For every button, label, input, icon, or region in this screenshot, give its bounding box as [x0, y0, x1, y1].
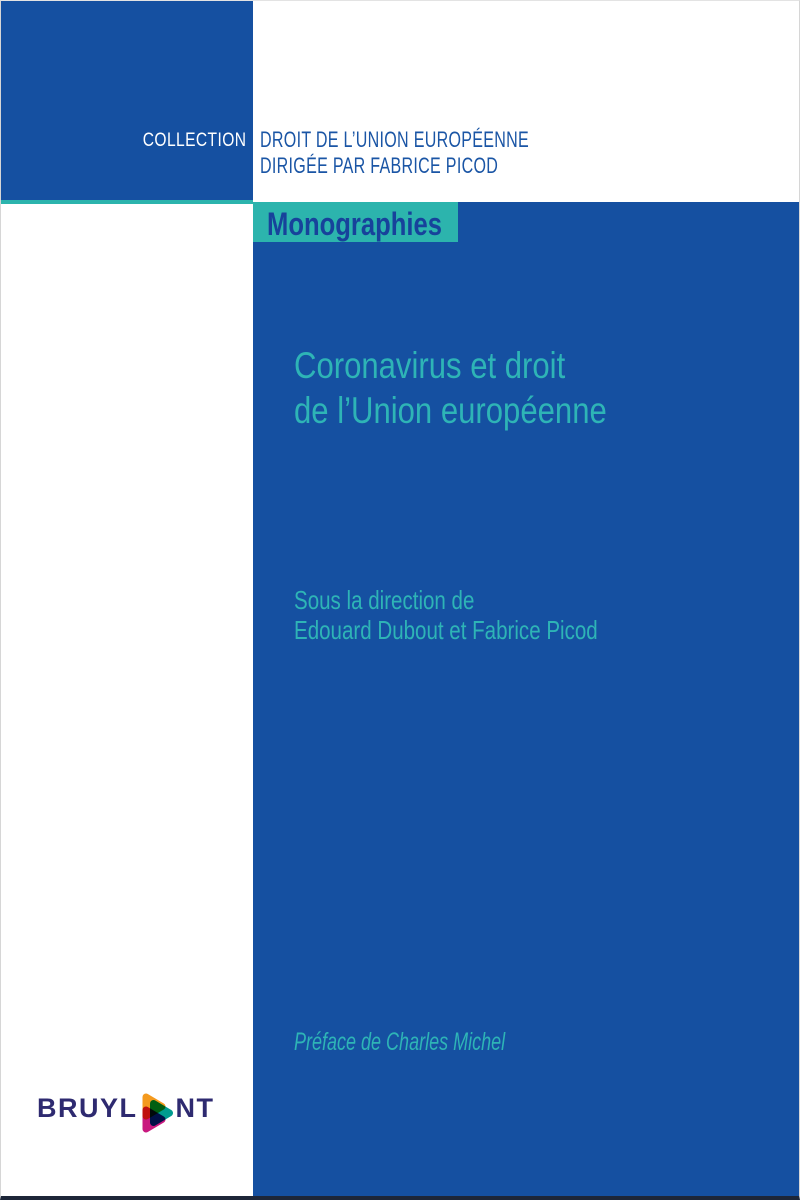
title-line-2: de l’Union européenne: [294, 390, 607, 431]
editors-names: Edouard Dubout et Fabrice Picod: [294, 615, 598, 645]
series-badge-label: Monographies: [267, 206, 442, 242]
publisher-wordmark-right: NT: [175, 1093, 215, 1123]
collection-header: [260, 127, 529, 179]
editors-block: [294, 585, 598, 645]
bruylant-triangle-icon: [139, 1092, 175, 1134]
collection-directed-by: DIRIGÉE PAR FABRICE PICOD: [260, 153, 499, 178]
publisher-logo: [37, 1093, 215, 1134]
preface-note: Préface de Charles Michel: [294, 1028, 506, 1056]
collection-series-name: DROIT DE L’UNION EUROPÉENNE: [260, 127, 530, 152]
collection-label: COLLECTION: [142, 130, 246, 151]
collection-block: [1, 1, 253, 200]
title-line-1: Coronavirus et droit: [294, 345, 566, 386]
editors-intro: Sous la direction de: [294, 585, 475, 615]
publisher-wordmark-left: BRUYL: [37, 1093, 138, 1123]
series-badge: [253, 202, 458, 242]
book-title: [294, 343, 607, 433]
series-divider-line: [1, 200, 253, 204]
